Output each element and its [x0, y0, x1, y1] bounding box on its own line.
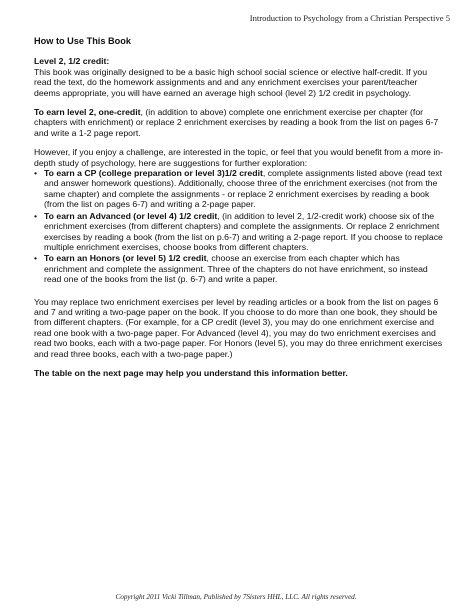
cp-text: , complete assignments listed above (read text and answer homework questions). Additionally, choose three of the enrichment exercises (not from the same chapter) and complete the assignments - or replace 2 enrichment exercises by reading a book (from the list on pages 6-7) and writing a 2-page paper.: [44, 168, 443, 210]
honors-lead: To earn an Honors (or level 5) 1/2 credit: [44, 253, 207, 264]
level2-one-text: , (in addition to above) complete one enrichment exercise per chapter (for chapters with enrichment) or replace 2 enrichment exercises by reading a book from the list on pages 6-7 and write a 1-2 page report.: [34, 107, 439, 138]
copyright-footer: Copyright 2011 Vicki Tillman, Published by 7Sisters HHL, LLC. All rights reserved.: [115, 593, 357, 601]
advanced-lead: To earn an Advanced (or level 4) 1/2 credit: [44, 210, 218, 221]
level2-one-paragraph: [34, 107, 444, 138]
page-title: How to Use This Book: [34, 36, 131, 46]
closing-note: The table on the next page may help you understand this information better.: [34, 367, 348, 378]
list-item-honors: [34, 253, 444, 284]
challenge-intro: However, if you enjoy a challenge, are interested in the topic, or feel that you would benefit from a more in-depth study of psychology, here are suggestions for further exploration:: [34, 147, 444, 168]
page-content: [34, 36, 444, 387]
list-item-cp: [34, 168, 444, 210]
cp-lead: To earn a CP (college preparation or level 3)1/2 credit: [44, 168, 263, 179]
running-header: Introduction to Psychology from a Christian Perspective 5: [249, 13, 450, 23]
advanced-text: , (in addition to level 2, 1/2-credit work) choose six of the enrichment exercises (from different chapters) and complete the assignments. Or replace 2 enrichment exercises by reading a book (from the list on p.6-7) and writing a 2-page report. If you choose to replace multiple enrichment exercises, choose books from different chapters.: [44, 210, 443, 252]
level2-half-paragraph: This book was originally designed to be a basic high school social science or elective half-credit. If you read the text, do the homework assignments and and any enrichment exercises your parent/teacher deems appropriate, you will have earned an average high school (level 2) 1/2 credit in psychology.: [34, 66, 428, 98]
level2-half-heading: Level 2, 1/2 credit:: [34, 56, 110, 67]
credit-options-list: [34, 168, 444, 284]
honors-text: , choose an exercise from each chapter which has enrichment and complete the assignment. Three of the chapters do not have enrichment, so instead read one of the books from the list (p. 6-7) and write a paper.: [44, 253, 428, 285]
list-item-advanced: [34, 211, 444, 253]
level2-one-lead: To earn level 2, one-credit: [34, 107, 141, 118]
replace-paragraph: You may replace two enrichment exercises per level by reading articles or a book from the list on pages 6 and 7 and writing a two-page paper on the book. If you choose to do more than one book, they should be from different chapters. (For example, for a CP credit (level 3), you may do one enrichment exercise and read one book with a two-page paper. For Advanced (level 4), you may do two enrichment exercises and read two books, each with a two-page paper. For Honors (level 5), you may do three enrichment exercises and read three books, each with a two-page paper.): [34, 296, 443, 359]
